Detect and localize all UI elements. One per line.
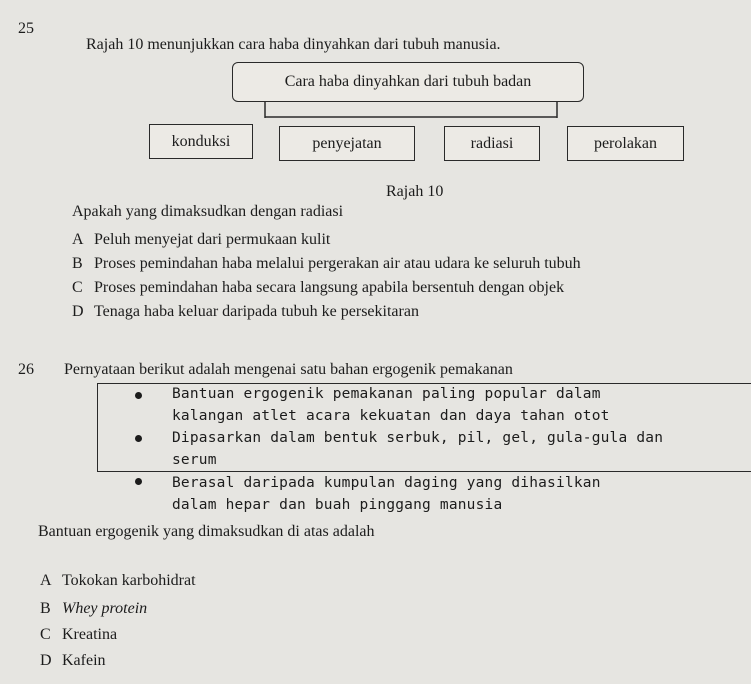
bullet-1-line1: Bantuan ergogenik pemakanan paling popular dalam (172, 386, 601, 402)
q26-option-b-text: Whey protein (62, 600, 148, 617)
q25-option-a[interactable] (72, 231, 330, 249)
q26-option-c-text: Kreatina (62, 626, 118, 643)
q25-option-d-letter: D (72, 303, 84, 320)
q25-option-c[interactable] (72, 279, 564, 297)
q26-option-a-text: Tokokan karbohidrat (62, 572, 196, 589)
q25-option-a-letter: A (72, 231, 84, 248)
q26-option-d-text: Kafein (62, 652, 106, 669)
q25-option-b-text: Proses pemindahan haba melalui pergerakan air atau udara ke seluruh tubuh (94, 255, 581, 272)
bullet-3-line1: Berasal daripada kumpulan daging yang dihasilkan (172, 475, 601, 491)
diagram-box-perolakan: perolakan (567, 126, 684, 161)
q25-option-d-text: Tenaga haba keluar daripada tubuh ke persekitaran (94, 303, 419, 320)
diagram-box-konduksi: konduksi (149, 124, 253, 159)
q26-option-d-letter: D (40, 652, 52, 669)
diagram-box-radiasi: radiasi (444, 126, 540, 161)
bullet-3-line2: dalam hepar dan buah pinggang manusia (172, 497, 503, 513)
q26-option-b-letter: B (40, 600, 51, 617)
bullet-2-line2: serum (172, 452, 217, 468)
bullet-1-dot (135, 392, 142, 399)
q26-option-a[interactable] (40, 572, 196, 590)
question-26-number: 26 (18, 361, 34, 378)
q26-option-c-letter: C (40, 626, 51, 643)
question-25-prompt: Apakah yang dimaksudkan dengan radiasi (72, 203, 344, 220)
q25-option-c-letter: C (72, 279, 83, 296)
q26-option-c[interactable] (40, 626, 117, 644)
bullet-2-dot (135, 435, 142, 442)
bullet-3-dot (135, 478, 142, 485)
bullet-2-line1: Dipasarkan dalam bentuk serbuk, pil, gel, gula-gula dan (172, 430, 664, 446)
q26-option-d[interactable] (40, 652, 106, 670)
question-26-stem: Pernyataan berikut adalah mengenai satu bahan ergogenik pemakanan (64, 361, 513, 378)
q25-option-d[interactable] (72, 303, 419, 321)
diagram-box-penyejatan: penyejatan (279, 126, 415, 161)
q25-option-a-text: Peluh menyejat dari permukaan kulit (94, 231, 331, 248)
question-25-number: 25 (18, 20, 34, 37)
diagram-caption: Rajah 10 (386, 183, 444, 200)
question-25-stem: Rajah 10 menunjukkan cara haba dinyahkan dari tubuh manusia. (86, 36, 501, 53)
q26-option-b[interactable] (40, 600, 147, 618)
q25-option-b-letter: B (72, 255, 83, 272)
bullet-1-line2: kalangan atlet acara kekuatan dan daya tahan otot (172, 408, 610, 424)
q25-option-c-text: Proses pemindahan haba secara langsung apabila bersentuh dengan objek (94, 279, 565, 296)
q26-option-a-letter: A (40, 572, 52, 589)
diagram-root-box: Cara haba dinyahkan dari tubuh badan (232, 62, 584, 102)
question-26-prompt: Bantuan ergogenik yang dimaksudkan di atas adalah (38, 523, 375, 540)
q25-option-b[interactable] (72, 255, 581, 273)
